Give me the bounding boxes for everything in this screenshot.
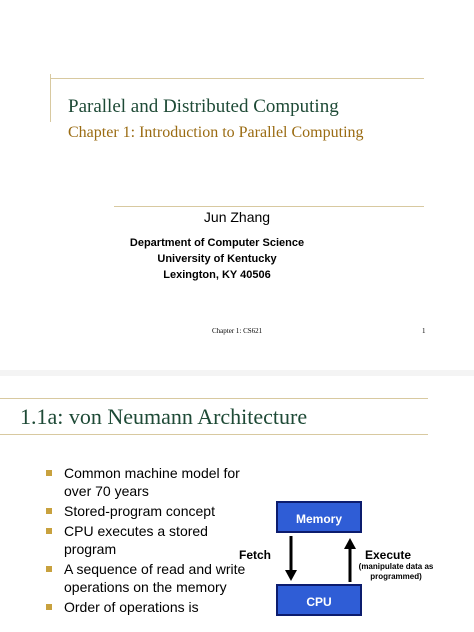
bullet-square-icon [46, 528, 52, 534]
bullet-square-icon [46, 470, 52, 476]
footer-label: Chapter 1: CS621 [212, 327, 263, 335]
execute-arrow-icon [343, 538, 357, 582]
slide-subtitle: Chapter 1: Introduction to Parallel Computing [68, 124, 364, 141]
slide2-title: 1.1a: von Neumann Architecture [20, 404, 308, 429]
university-name: University of Kentucky [157, 253, 277, 265]
fetch-arrow-icon [284, 536, 298, 582]
page-number: 1 [422, 327, 426, 335]
execute-label: Execute [365, 548, 412, 562]
department-name: Department of Computer Science [129, 237, 305, 249]
bullet-item: Common machine model for over 70 years [46, 464, 246, 500]
bullet-item: Order of operations is [46, 598, 246, 616]
slide2-rule-top [0, 398, 428, 399]
memory-box: Memory [276, 501, 362, 533]
slide-rule-top [50, 78, 424, 79]
author-name: Jun Zhang [203, 209, 271, 225]
slide2-rule-bottom [0, 434, 428, 435]
bullet-item: CPU executes a stored program [46, 522, 246, 558]
bullet-item: A sequence of read and write operations on the memory [46, 560, 246, 596]
bullet-square-icon [46, 604, 52, 610]
bullet-square-icon [46, 508, 52, 514]
fetch-label: Fetch [239, 548, 272, 562]
slide-rule-vertical [50, 74, 51, 122]
bullet-square-icon [46, 566, 52, 572]
bullet-list [46, 464, 246, 618]
content-slide [0, 376, 474, 632]
author-rule [114, 206, 424, 207]
location-text: Lexington, KY 40506 [163, 269, 271, 281]
cpu-box: CPU [276, 584, 362, 616]
slide-title: Parallel and Distributed Computing [68, 96, 339, 117]
bullet-item: Stored-program concept [46, 502, 246, 520]
execute-note: (manipulate data as programmed) [358, 562, 434, 581]
